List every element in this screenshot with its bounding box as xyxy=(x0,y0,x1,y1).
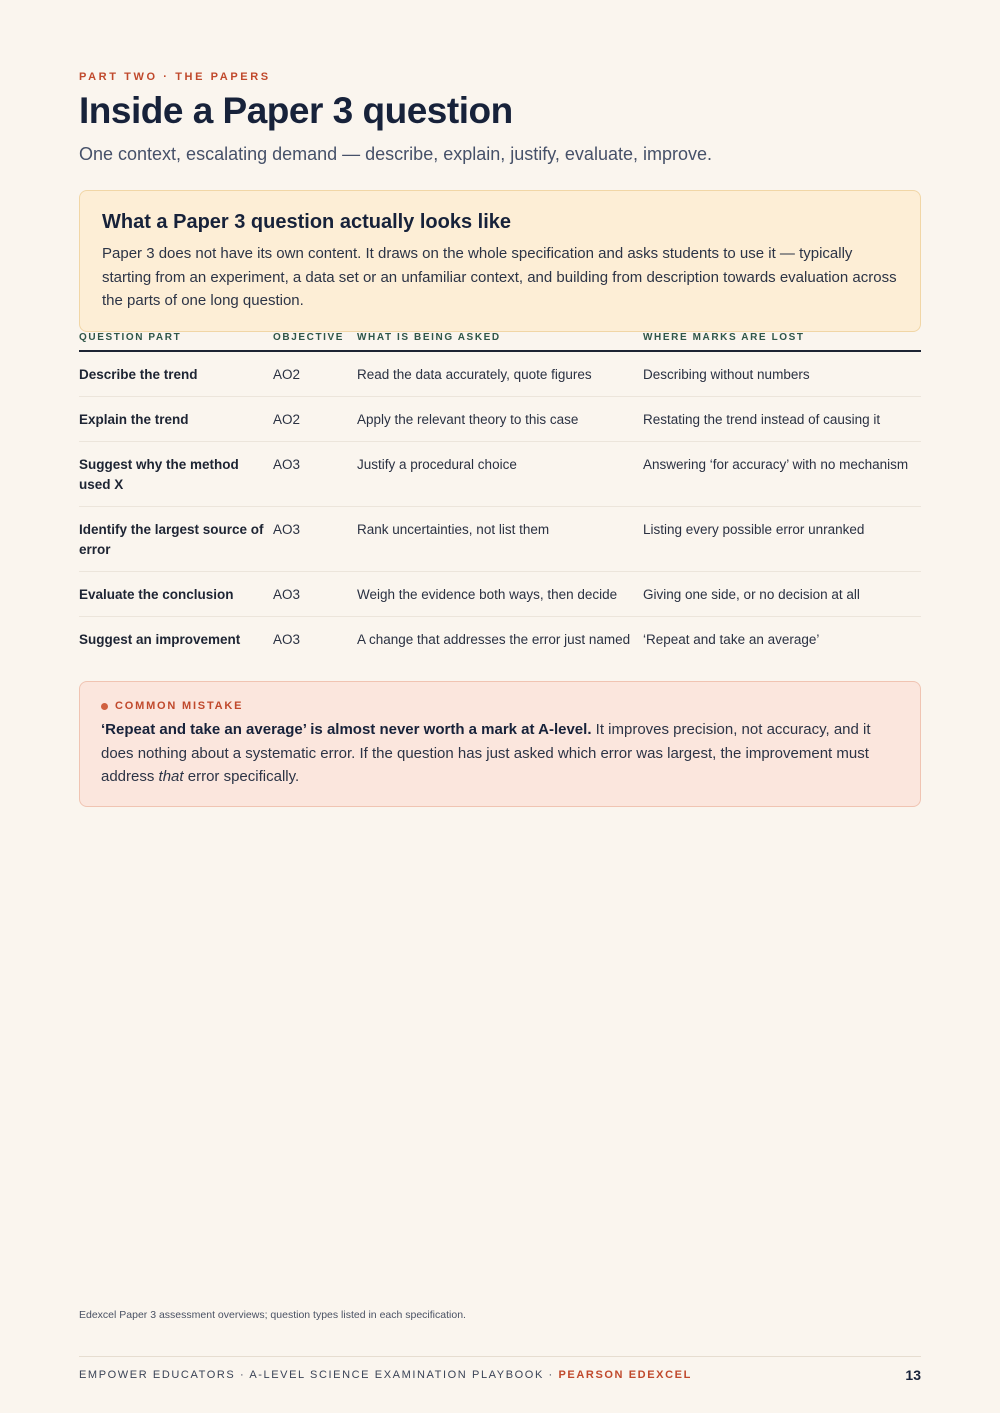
cell-what-asked: Apply the relevant theory to this case xyxy=(357,397,643,442)
column-header-question-part: QUESTION PART xyxy=(79,332,273,351)
section-eyebrow: PART TWO · THE PAPERS xyxy=(79,71,271,83)
cell-marks-lost: Answering ‘for accuracy’ with no mechanism xyxy=(643,442,921,507)
table-row xyxy=(79,442,921,507)
cell-what-asked: A change that addresses the error just named xyxy=(357,632,631,647)
page-number: 13 xyxy=(905,1367,921,1383)
cell-question-part: Explain the trend xyxy=(79,397,273,442)
table-row xyxy=(79,397,921,442)
cell-marks-lost: Restating the trend instead of causing it xyxy=(643,397,921,442)
footer-series: EMPOWER EDUCATORS · A-LEVEL SCIENCE EXAMINATION PLAYBOOK · xyxy=(79,1369,559,1381)
mistake-body xyxy=(101,718,899,789)
cell-what-asked: Justify a procedural choice xyxy=(357,442,643,507)
footer-publication xyxy=(79,1369,692,1381)
page xyxy=(79,0,921,1413)
bullet-dot-icon xyxy=(101,703,108,710)
cell-objective: AO3 xyxy=(273,442,357,507)
footer-board: PEARSON EDEXCEL xyxy=(558,1369,692,1381)
cell-question-part: Suggest an improvement xyxy=(79,632,241,647)
cell-objective: AO3 xyxy=(273,507,357,572)
column-header-objective: OBJECTIVE xyxy=(273,332,357,351)
page-footer xyxy=(79,1367,921,1383)
cell-question-part: Identify the largest source of error xyxy=(79,507,273,572)
mistake-bold-lead: ‘Repeat and take an average’ is almost never worth a mark at A-level. xyxy=(101,721,592,738)
table-header-row xyxy=(79,332,921,351)
table-row xyxy=(79,351,921,397)
cell-what-asked: Read the data accurately, quote figures xyxy=(357,351,643,397)
mistake-text-1: It improves precision, not accuracy, and it does nothing about a systematic error. If the question has just asked which error was largest, the improvement must address xyxy=(101,721,871,785)
cell-marks-lost: Describing without numbers xyxy=(643,351,921,397)
cell-objective: AO3 xyxy=(273,572,357,617)
table-row xyxy=(79,572,921,617)
cell-question-part: Evaluate the conclusion xyxy=(79,572,273,617)
cell-what-asked: Weigh the evidence both ways, then decide xyxy=(357,572,643,617)
footer-divider xyxy=(79,1356,921,1357)
cell-marks-lost: Giving one side, or no decision at all xyxy=(643,572,921,617)
mistake-label: COMMON MISTAKE xyxy=(115,700,244,712)
page-title: Inside a Paper 3 question xyxy=(79,90,513,131)
cell-question-part: Suggest why the method used X xyxy=(79,442,273,507)
cell-objective: AO2 xyxy=(273,351,357,397)
question-parts-table xyxy=(79,332,921,661)
cell-question-part: Describe the trend xyxy=(79,351,273,397)
cell-objective: AO3 xyxy=(273,632,301,647)
mistake-label-row xyxy=(101,700,899,712)
cell-marks-lost: Listing every possible error unranked xyxy=(643,507,921,572)
info-callout xyxy=(79,190,921,332)
column-header-what-asked: WHAT IS BEING ASKED xyxy=(357,332,643,351)
callout-heading: What a Paper 3 question actually looks like xyxy=(102,211,512,233)
table-row xyxy=(79,507,921,572)
cell-objective: AO2 xyxy=(273,397,357,442)
common-mistake-callout xyxy=(79,681,921,807)
callout-body: Paper 3 does not have its own content. It draws on the whole specification and asks students to use it — typically starting from an experiment, a data set or an unfamiliar context, and building from description towards evaluation across the parts of one long question. xyxy=(102,245,897,309)
source-note: Edexcel Paper 3 assessment overviews; question types listed in each specification. xyxy=(79,1309,466,1321)
mistake-emphasis: that xyxy=(158,768,184,785)
cell-marks-lost: ‘Repeat and take an average’ xyxy=(643,632,820,647)
cell-what-asked: Rank uncertainties, not list them xyxy=(357,507,643,572)
column-header-marks-lost: WHERE MARKS ARE LOST xyxy=(643,332,921,351)
table-row xyxy=(79,617,921,662)
page-subtitle: One context, escalating demand — describe, explain, justify, evaluate, improve. xyxy=(79,144,712,164)
mistake-text-2: error specifically. xyxy=(183,768,300,785)
